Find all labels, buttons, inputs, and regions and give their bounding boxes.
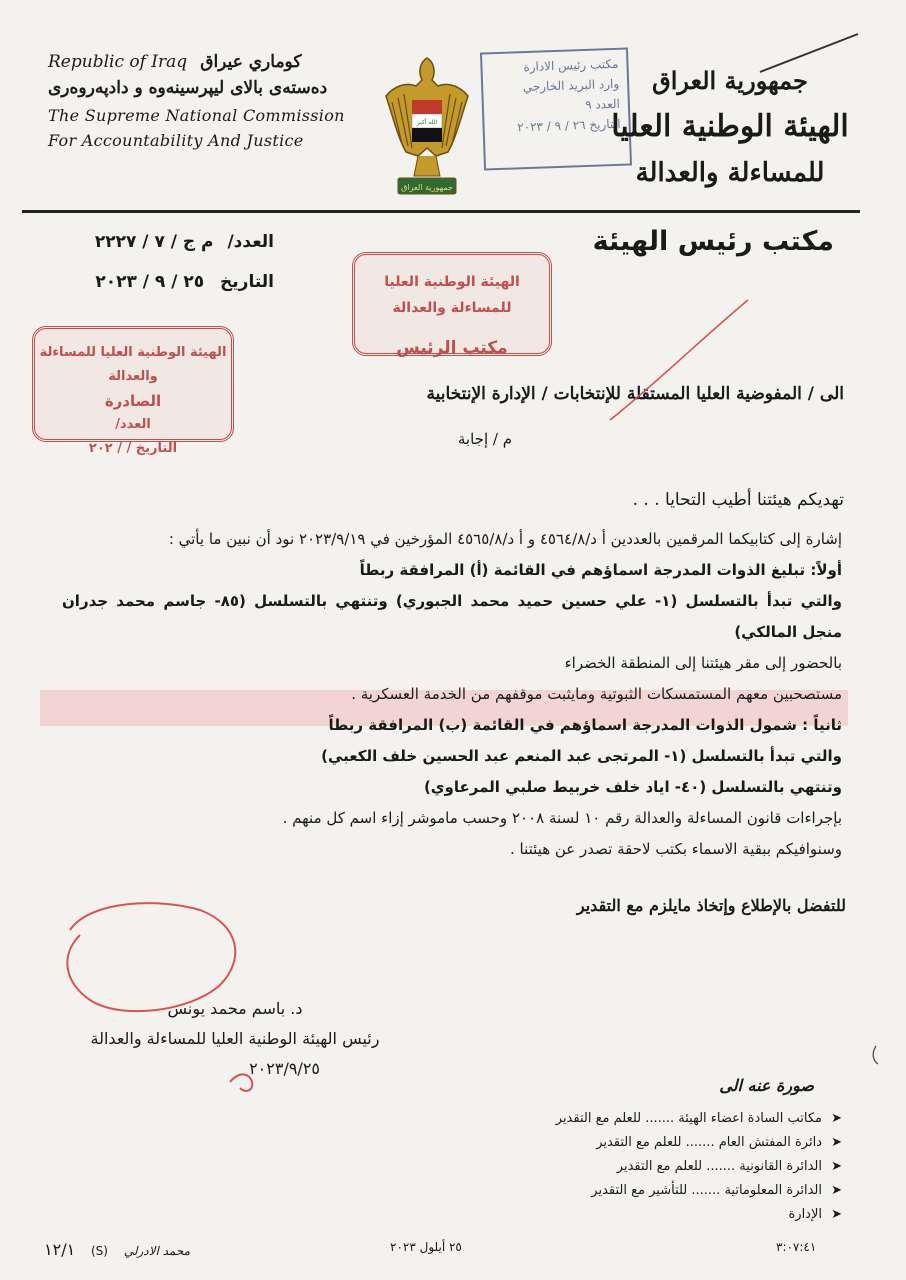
office-title: مكتب رئيس الهيئة [592, 226, 834, 257]
paragraph-documents: مستصحبين معهم المستمسكات الثبوتية ومايثبت موقفهم من الخدمة العسكرية . [351, 685, 842, 703]
footer-typist: محمد الادرلي [123, 1244, 191, 1258]
paragraph-list-a-range: والتي تبدأ بالتسلسل (١- علي حسين حميد محمد الجبوري) وتنتهي بالتسلسل (٨٥- جاسم محمد جدران منجل المالكي) [62, 592, 842, 641]
cc-title: صورة عنه الى [719, 1076, 814, 1095]
header-ar-commission: الهيئة الوطنية العليا [611, 109, 849, 144]
outgoing-stamp [32, 326, 234, 456]
paragraph-second-point: ثانياً : شمول الذوات المدرجة اسماؤهم في القائمة (ب) المرافقة ربطاً [328, 716, 842, 734]
header-divider [22, 210, 860, 213]
footer-left [44, 1240, 190, 1259]
signature-date: ٢٠٢٣/٩/٢٥ [249, 1059, 320, 1078]
footer-page-number: ١٢/١ [44, 1240, 76, 1259]
president-stamp-line1: الهيئة الوطنية العليا للمساءلة والعدالة [384, 274, 520, 316]
arrow-icon: ➤ [831, 1134, 842, 1150]
emblem-caption: جمهورية العراق [401, 183, 453, 192]
header-en-commission-1: The Supreme National Commission [48, 106, 345, 125]
footer-code: (S) [91, 1244, 108, 1258]
reference-number-value: م ج / ٧ / ٢٢٢٧ [94, 232, 214, 252]
reference-block [64, 222, 274, 302]
header-en-commission-2: For Accountability And Justice [48, 131, 304, 150]
paragraph-intro: إشارة إلى كتابيكما المرقمين بالعددين أ د/٤٥٦٤/٨ و أ د/٤٥٦٥/٨ المؤرخين في ٢٠٢٣/٩/١٩ نود أن نبين ما يأتي : [168, 530, 842, 548]
paragraph-first-point: أولاً: تبليغ الذوات المدرجة اسماؤهم في القائمة (أ) المرافقة ربطاً [359, 561, 842, 579]
reference-date-label: التاريخ [220, 272, 274, 292]
incoming-stamp-date: التاريخ ٢٦ / ٩ / ٢٠٢٣ [516, 116, 621, 135]
svg-text:الله أكبر: الله أكبر [416, 119, 438, 126]
arrow-icon: ➤ [831, 1206, 842, 1222]
paragraph-list-b-start: والتي تبدأ بالتسلسل (١- المرتجى عبد المنعم عبد الحسين خلف الكعبي) [321, 747, 842, 765]
cc-item: ➤ مكاتب السادة اعضاء الهيئة ....... للعلم مع التقدير [555, 1110, 842, 1126]
signatory-title: رئيس الهيئة الوطنية العليا للمساءلة والعدالة [90, 1029, 380, 1048]
cc-item: ➤ دائرة المفتش العام ....... للعلم مع التقدير [596, 1134, 842, 1150]
outgoing-stamp-line1: الهيئة الوطنية العليا للمساءلة والعدالة [39, 345, 227, 384]
signature-block [70, 994, 400, 1084]
paragraph-attendance: بالحضور إلى مقر هيئتنا إلى المنطقة الخضراء [564, 654, 842, 672]
header-en-republic: Republic of Iraq [48, 52, 188, 72]
letter-body [62, 524, 842, 865]
margin-mark [873, 1046, 878, 1064]
arrow-icon: ➤ [831, 1182, 842, 1198]
paragraph-law: بإجراءات قانون المساءلة والعدالة رقم ١٠ لسنة ٢٠٠٨ وحسب ماموشر إزاء اسم كل منهم . [282, 809, 842, 827]
header-ar-justice: للمساءلة والعدالة [635, 158, 825, 188]
iraq-eagle-emblem [378, 52, 476, 200]
president-office-stamp [352, 252, 552, 356]
outgoing-stamp-line3: العدد/ [115, 417, 151, 432]
footer-time: ٣:٠٧:٤١ [776, 1240, 817, 1254]
greeting: تهديكم هيئتنا أطيب التحايا . . . [632, 490, 844, 510]
reference-date-value: ٢٥ / ٩ / ٢٠٢٣ [95, 272, 205, 292]
header-left [48, 52, 378, 150]
reference-number-label: العدد/ [227, 232, 274, 252]
arrow-icon: ➤ [831, 1158, 842, 1174]
header-kurdish-republic: كوماري عيراق [200, 52, 302, 72]
cc-item: ➤ الإدارة [788, 1206, 842, 1222]
president-stamp-line2: مكتب الرئيس [396, 338, 508, 358]
subject-line: م / إجابة [457, 430, 512, 448]
paragraph-list-b-end: وتنتهي بالتسلسل (٤٠- اياد خلف خربيط صلبي المرعاوي) [423, 778, 842, 796]
outgoing-stamp-line2: الصادرة [104, 392, 162, 410]
incoming-stamp-line2: وارد البريد الخارجي [522, 76, 620, 95]
outgoing-stamp-line4: التاريخ / / ٢٠٢ [88, 441, 178, 456]
signatory-name: د. باسم محمد يونس [167, 999, 303, 1018]
closing-line: للتفضل بالإطلاع وإتخاذ مايلزم مع التقدير [576, 896, 846, 915]
cc-item: ➤ الدائرة المعلوماتية ....... للتأشير مع التقدير [591, 1182, 842, 1198]
incoming-stamp-line1: مكتب رئيس الادارة [523, 56, 619, 75]
paragraph-followup: وسنوافيكم ببقية الاسماء بكتب لاحقة تصدر عن هيئتنا . [510, 840, 842, 858]
arrow-icon: ➤ [831, 1110, 842, 1126]
header-ar-republic: جمهورية العراق [652, 66, 808, 95]
reference-date [64, 262, 274, 302]
header-right [610, 58, 850, 196]
incoming-stamp-number: العدد ٩ [584, 96, 621, 112]
reference-number [64, 222, 274, 262]
header-kurdish-commission: دەستەی بالای لیپرسینەوە و دادپەروەری [48, 78, 328, 98]
addressee: الى / المفوضية العليا المستقلة للإنتخابات / الإدارة الإنتخابية [426, 384, 844, 404]
cc-item: ➤ الدائرة القانونية ....... للعلم مع التقدير [616, 1158, 842, 1174]
cc-list [222, 1106, 842, 1226]
footer-date: ٢٥ أيلول ٢٠٢٣ [390, 1240, 462, 1254]
